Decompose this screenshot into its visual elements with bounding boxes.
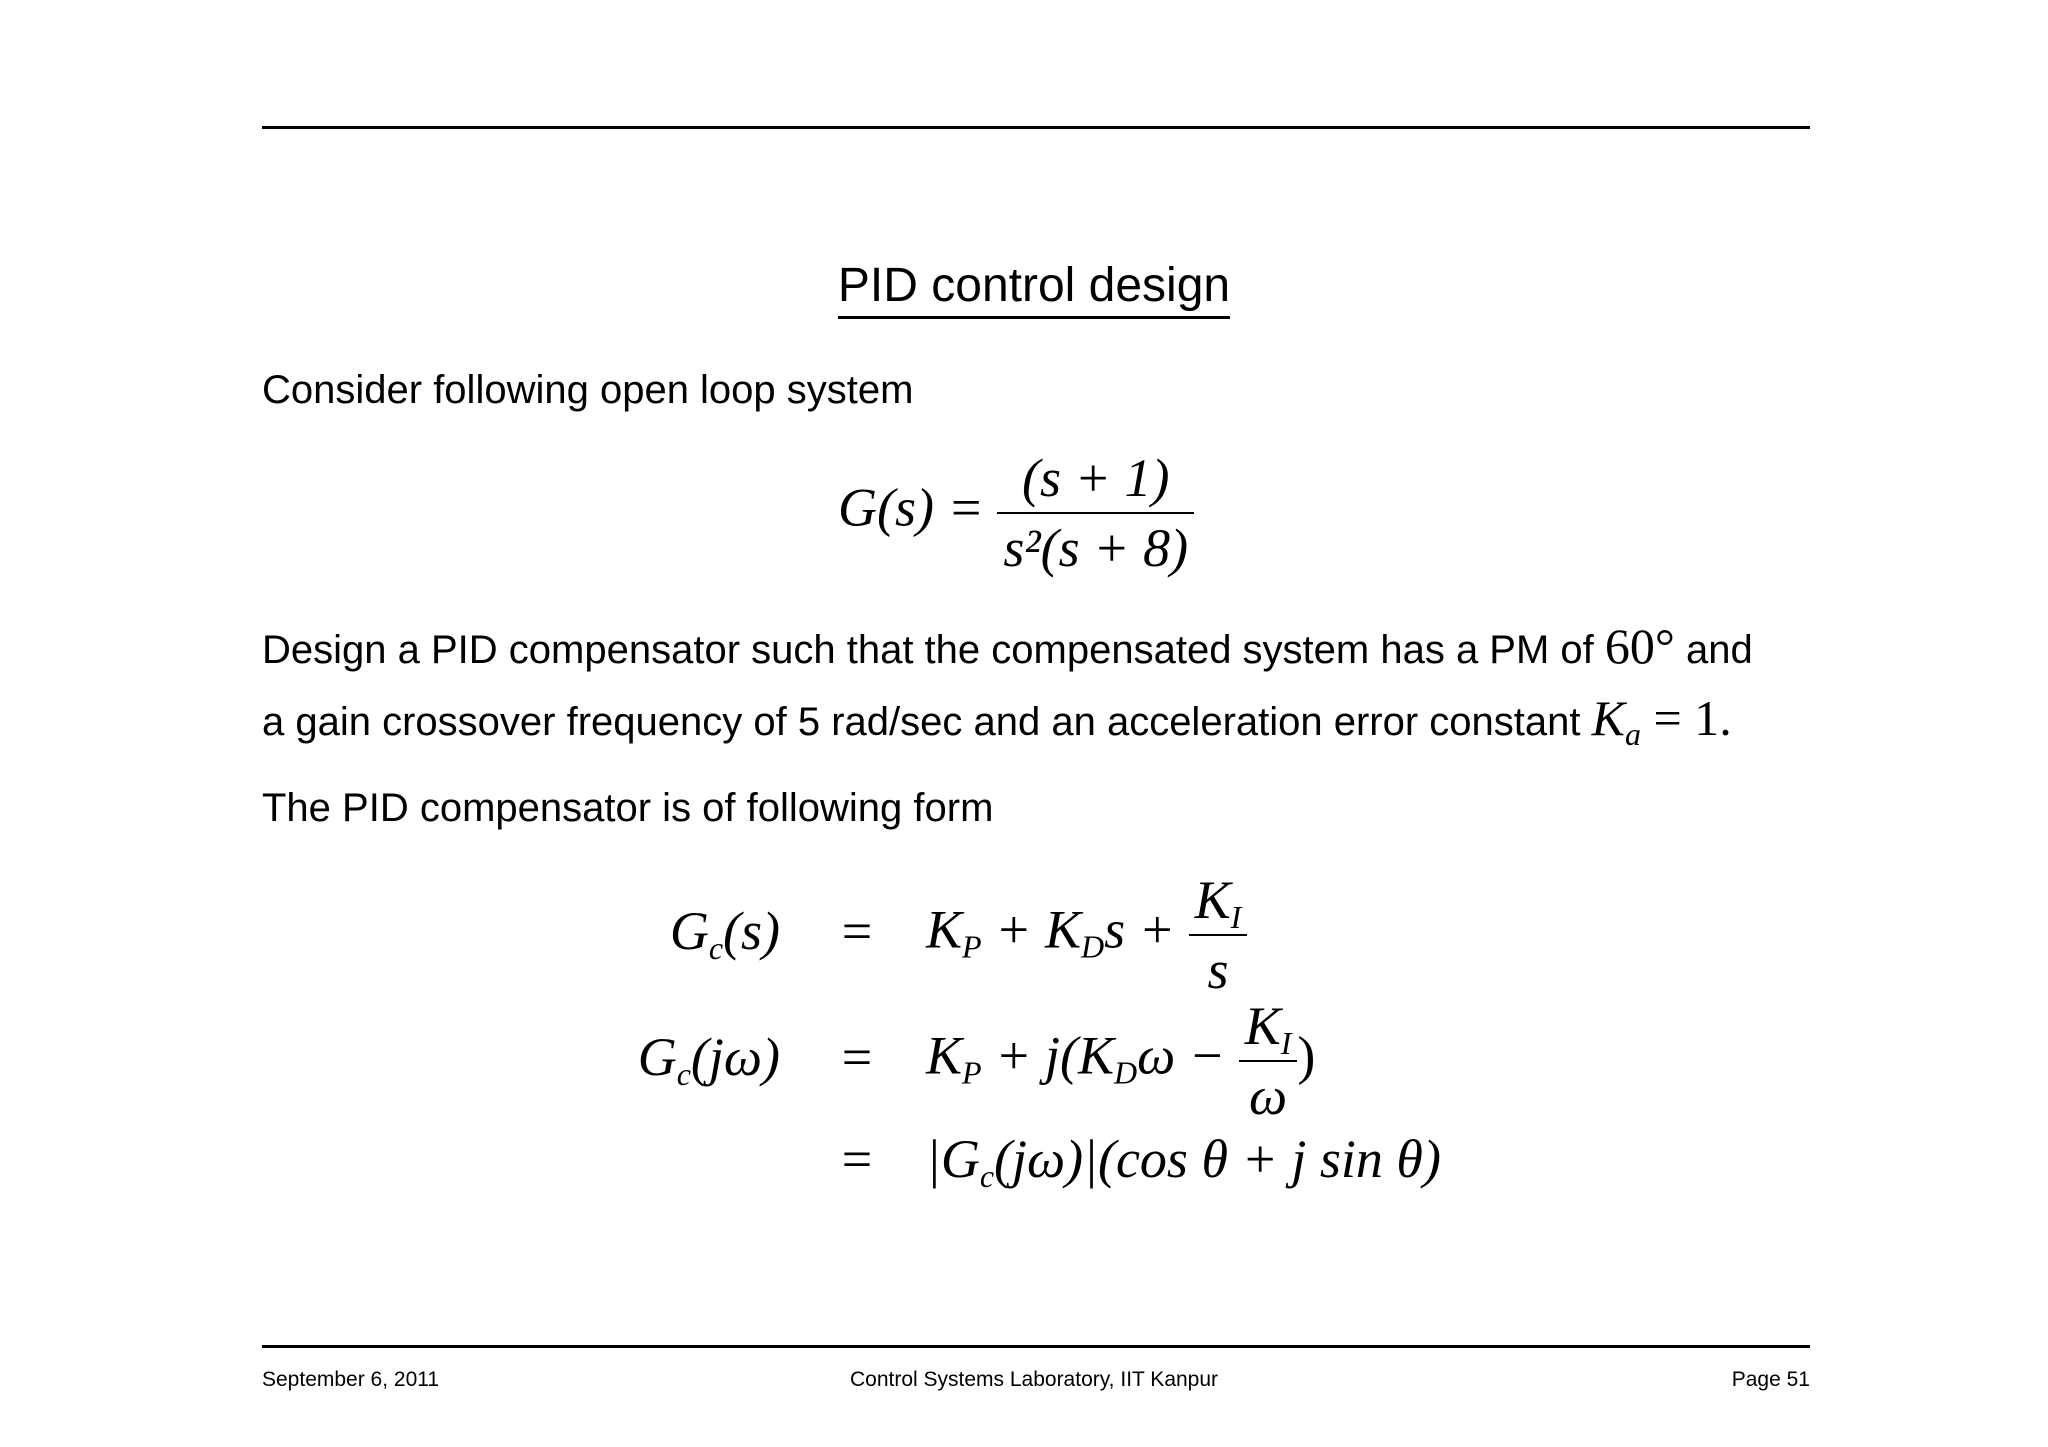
footer-rule	[262, 1345, 1810, 1348]
row1-rhs: $K_P + K_Ds$ + $\frac{K_I}{s}$	[926, 870, 1247, 1000]
ka-value: = 1.	[1653, 690, 1732, 746]
phase-margin-value: 60°	[1604, 618, 1675, 674]
form-intro-text: The PID compensator is of following form	[262, 786, 994, 830]
eq1-denominator: s²(s + 8)	[1003, 518, 1189, 578]
eq1-lhs: G(s) =	[838, 477, 984, 538]
intro-text: Consider following open loop system	[262, 368, 914, 412]
footer-page-number: Page 51	[1731, 1368, 1810, 1391]
row1-lhs: $G_c(s)$	[669, 901, 780, 966]
footer-date: September 6, 2011	[262, 1368, 440, 1391]
design-line2-text: a gain crossover frequency of 5 rad/sec and an acceleration error constant	[262, 700, 1581, 744]
header-rule	[262, 126, 1810, 129]
row3-rhs: $|G_c(j\omega)|(\cos$ θ + j sin θ)	[926, 1129, 1441, 1194]
design-spec-line-1	[262, 610, 1810, 686]
eq1-numerator: (s + 1)	[997, 448, 1194, 514]
row2-lhs: $G_c(j\omega)$	[637, 1027, 780, 1092]
row2-equals: =	[841, 1027, 873, 1087]
row1-equals: =	[841, 901, 873, 961]
ka-var: K	[1591, 690, 1625, 746]
row2-rhs: $K_P + j(K_D\omega$ − $\frac{K_I}{\omega}$ )	[926, 996, 1316, 1126]
row1-ki-fraction: $\frac{K_I}{s}$	[1189, 870, 1248, 1000]
row3-equals: =	[841, 1129, 873, 1189]
eq1-fraction	[997, 448, 1194, 578]
ka-sub: a	[1625, 716, 1641, 752]
slide-title: PID control design	[0, 256, 2048, 316]
open-loop-transfer-function	[838, 448, 1194, 578]
row2-ki-fraction: $\frac{K_I}{\omega}$	[1239, 996, 1298, 1126]
footer-organization: Control Systems Laboratory, IIT Kanpur	[849, 1368, 1219, 1391]
design-spec-line-2	[262, 682, 1810, 758]
design-line1-text: Design a PID compensator such that the compensated system has a PM of	[262, 628, 1594, 672]
design-line1-tail: and	[1686, 628, 1753, 672]
